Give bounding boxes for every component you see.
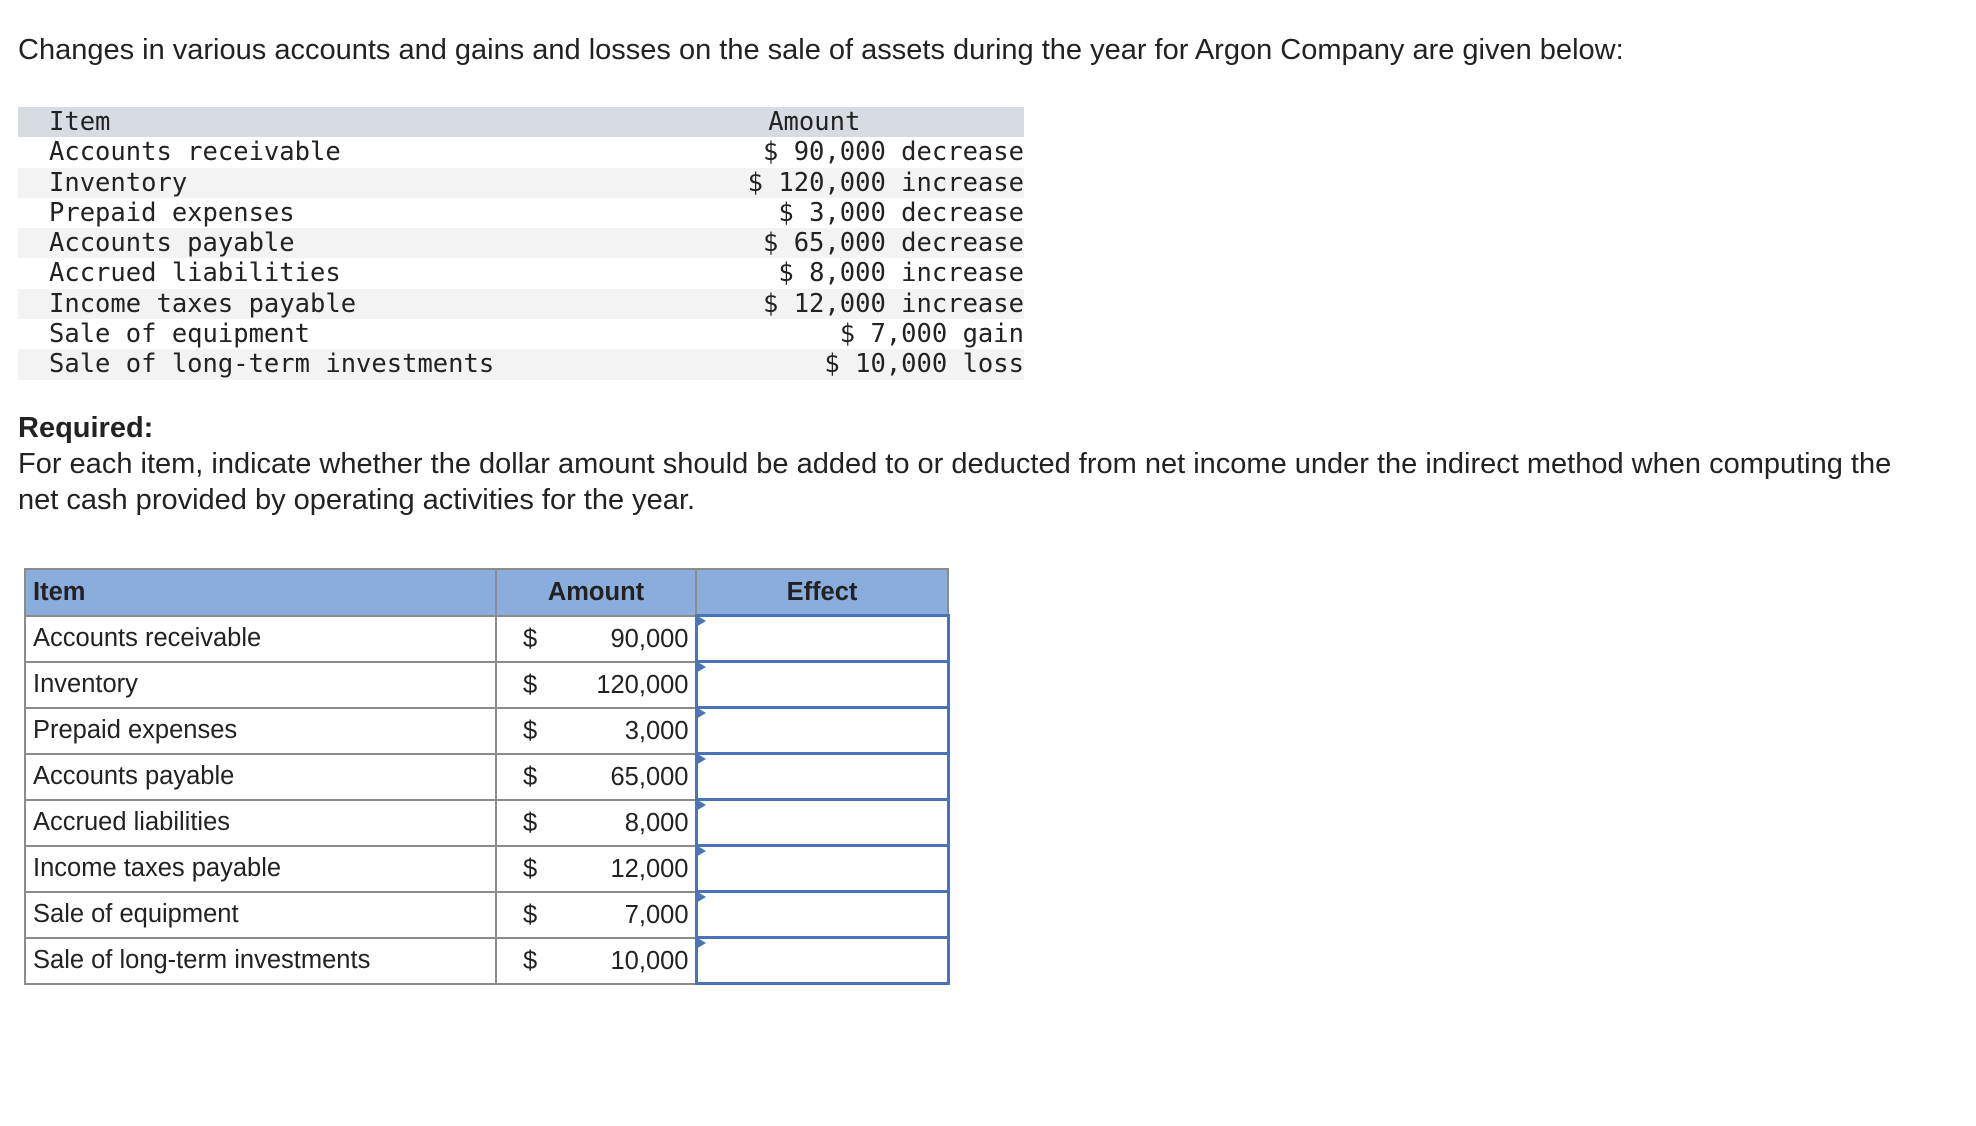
answer-table bbox=[24, 568, 950, 985]
effect-select[interactable] bbox=[698, 847, 947, 890]
dropdown-marker-icon bbox=[696, 937, 706, 949]
required-section bbox=[18, 410, 1918, 518]
effect-cell[interactable] bbox=[696, 800, 948, 846]
table-row bbox=[25, 662, 948, 708]
currency-symbol: $ bbox=[523, 624, 538, 653]
given-row bbox=[18, 289, 1024, 319]
table-row bbox=[25, 892, 948, 938]
currency-symbol: $ bbox=[523, 946, 538, 975]
currency-symbol: $ bbox=[523, 762, 538, 791]
row-amount bbox=[496, 800, 696, 846]
given-item: Inventory bbox=[49, 167, 188, 198]
given-amount: $ 12,000 increase bbox=[763, 288, 1024, 319]
row-item: Income taxes payable bbox=[25, 846, 496, 892]
given-amount: $ 8,000 increase bbox=[778, 258, 1024, 289]
effect-select[interactable] bbox=[698, 663, 947, 706]
dropdown-marker-icon bbox=[696, 707, 706, 719]
header-item: Item bbox=[25, 569, 496, 616]
given-row bbox=[18, 228, 1024, 258]
given-row bbox=[18, 168, 1024, 198]
row-amount bbox=[496, 846, 696, 892]
required-title: Required: bbox=[18, 412, 154, 444]
header-effect: Effect bbox=[696, 569, 948, 616]
row-item: Accounts payable bbox=[25, 754, 496, 800]
currency-symbol: $ bbox=[523, 808, 538, 837]
intro-text: Changes in various accounts and gains and losses on the sale of assets during the year for Argon Company are given below: bbox=[18, 34, 1624, 66]
required-text: For each item, indicate whether the dollar amount should be added to or deducted from net income under the indirect method when computing the net cash provided by operating activities for the year. bbox=[18, 448, 1892, 516]
given-item: Accounts receivable bbox=[49, 137, 341, 168]
given-item: Accrued liabilities bbox=[49, 258, 341, 289]
currency-symbol: $ bbox=[523, 716, 538, 745]
given-row bbox=[18, 349, 1024, 379]
answer-header-row bbox=[25, 569, 948, 616]
dropdown-marker-icon bbox=[696, 799, 706, 811]
table-row bbox=[25, 616, 948, 662]
given-row bbox=[18, 319, 1024, 349]
effect-cell[interactable] bbox=[696, 846, 948, 892]
table-row bbox=[25, 800, 948, 846]
given-item: Income taxes payable bbox=[49, 288, 357, 319]
amount-value: 65,000 bbox=[610, 762, 689, 791]
given-item: Sale of long-term investments bbox=[49, 349, 495, 380]
row-item: Accrued liabilities bbox=[25, 800, 496, 846]
effect-select[interactable] bbox=[698, 939, 947, 982]
dropdown-marker-icon bbox=[696, 661, 706, 673]
row-amount bbox=[496, 938, 696, 984]
row-item: Inventory bbox=[25, 662, 496, 708]
given-header-row bbox=[18, 107, 1024, 137]
row-amount bbox=[496, 616, 696, 662]
amount-value: 90,000 bbox=[610, 624, 689, 653]
given-item: Accounts payable bbox=[49, 228, 295, 259]
row-amount bbox=[496, 708, 696, 754]
given-row bbox=[18, 137, 1024, 167]
table-row bbox=[25, 708, 948, 754]
row-item: Sale of long-term investments bbox=[25, 938, 496, 984]
amount-value: 10,000 bbox=[610, 946, 689, 975]
effect-select[interactable] bbox=[698, 893, 947, 936]
row-item: Accounts receivable bbox=[25, 616, 496, 662]
table-row bbox=[25, 846, 948, 892]
amount-value: 12,000 bbox=[610, 854, 689, 883]
amount-value: 8,000 bbox=[624, 808, 689, 837]
given-amount: $ 10,000 loss bbox=[824, 349, 1024, 380]
effect-select[interactable] bbox=[698, 617, 947, 660]
effect-select[interactable] bbox=[698, 755, 947, 798]
currency-symbol: $ bbox=[523, 900, 538, 929]
given-item: Sale of equipment bbox=[49, 319, 310, 350]
effect-cell[interactable] bbox=[696, 754, 948, 800]
amount-value: 120,000 bbox=[596, 670, 689, 699]
row-amount bbox=[496, 892, 696, 938]
given-row bbox=[18, 258, 1024, 288]
currency-symbol: $ bbox=[523, 854, 538, 883]
effect-cell[interactable] bbox=[696, 708, 948, 754]
dropdown-marker-icon bbox=[696, 845, 706, 857]
table-row bbox=[25, 938, 948, 984]
given-amount: $ 65,000 decrease bbox=[763, 228, 1024, 259]
effect-select[interactable] bbox=[698, 801, 947, 844]
row-amount bbox=[496, 754, 696, 800]
given-amount: $ 120,000 increase bbox=[747, 167, 1024, 198]
given-item: Prepaid expenses bbox=[49, 197, 295, 228]
effect-cell[interactable] bbox=[696, 938, 948, 984]
given-data-table bbox=[18, 107, 1024, 380]
header-amount: Amount bbox=[496, 569, 696, 616]
dropdown-marker-icon bbox=[696, 753, 706, 765]
effect-cell[interactable] bbox=[696, 616, 948, 662]
given-header-amount: Amount bbox=[768, 107, 861, 137]
table-row bbox=[25, 754, 948, 800]
given-row bbox=[18, 198, 1024, 228]
dropdown-marker-icon bbox=[696, 891, 706, 903]
effect-cell[interactable] bbox=[696, 892, 948, 938]
amount-value: 3,000 bbox=[624, 716, 689, 745]
amount-value: 7,000 bbox=[624, 900, 689, 929]
currency-symbol: $ bbox=[523, 670, 538, 699]
dropdown-marker-icon bbox=[696, 615, 706, 627]
given-amount: $ 7,000 gain bbox=[839, 319, 1024, 350]
row-item: Sale of equipment bbox=[25, 892, 496, 938]
given-header-item: Item bbox=[49, 107, 111, 137]
given-amount: $ 90,000 decrease bbox=[763, 137, 1024, 168]
effect-cell[interactable] bbox=[696, 662, 948, 708]
effect-select[interactable] bbox=[698, 709, 947, 752]
row-item: Prepaid expenses bbox=[25, 708, 496, 754]
row-amount bbox=[496, 662, 696, 708]
given-amount: $ 3,000 decrease bbox=[778, 197, 1024, 228]
